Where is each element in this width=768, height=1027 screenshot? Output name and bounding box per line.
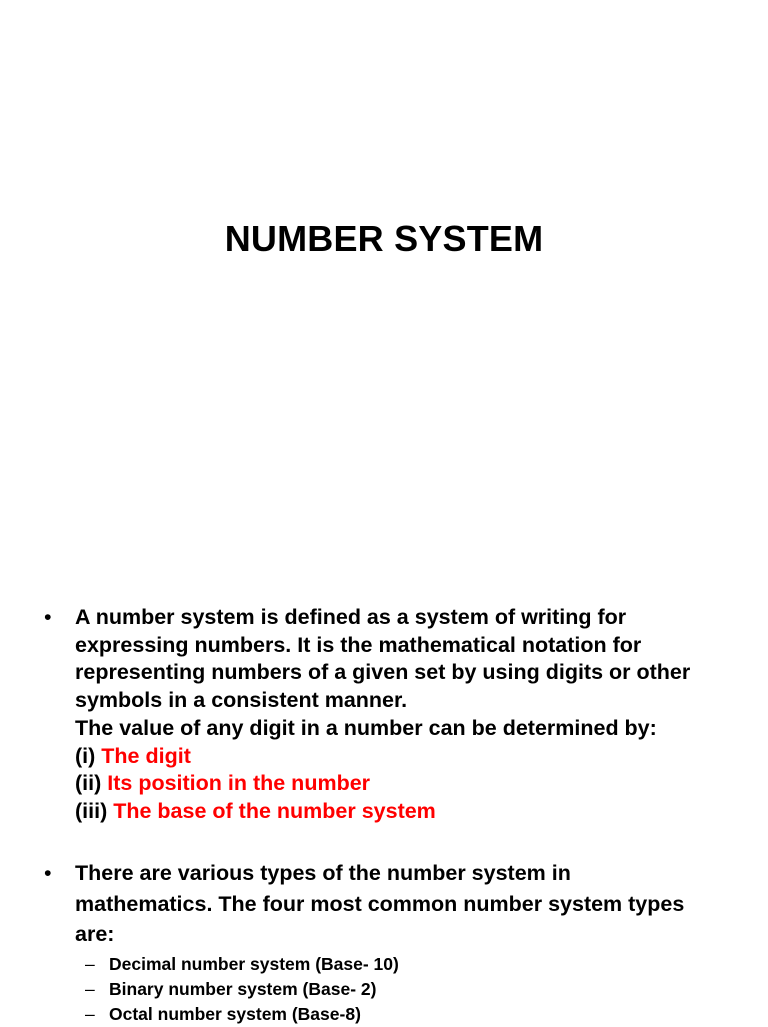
- slide-title: NUMBER SYSTEM: [0, 218, 768, 260]
- sub-item-text: Binary number system (Base- 2): [109, 979, 376, 999]
- determinant-label-1: (i): [75, 744, 101, 768]
- definition-line-4: symbols in a consistent manner.: [75, 687, 740, 715]
- dash-marker: –: [85, 952, 95, 977]
- types-line-1: There are various types of the number system in: [75, 858, 740, 889]
- determinant-text-1: The digit: [101, 744, 191, 768]
- determinant-item-1: [75, 743, 740, 771]
- determinant-text-2: Its position in the number: [107, 771, 370, 795]
- definition-line-5: The value of any digit in a number can be determined by:: [75, 715, 740, 743]
- types-line-2: mathematics. The four most common number system types: [75, 889, 740, 920]
- determinant-label-3: (iii): [75, 799, 113, 823]
- bullet-marker: •: [44, 604, 52, 632]
- dash-marker: –: [85, 1002, 95, 1027]
- determinant-text-3: The base of the number system: [113, 799, 436, 823]
- definition-line-3: representing numbers of a given set by using digits or other: [75, 659, 740, 687]
- sub-item-text: Octal number system (Base-8): [109, 1004, 361, 1024]
- dash-marker: –: [85, 977, 95, 1002]
- determinant-label-2: (ii): [75, 771, 107, 795]
- bullet-row: [40, 604, 740, 826]
- types-sub-list: [40, 952, 740, 1027]
- sub-list-item: [40, 977, 740, 1002]
- definition-line-2: expressing numbers. It is the mathematical notation for: [75, 632, 740, 660]
- sub-list-item: [40, 1002, 740, 1027]
- bullet-definition: [40, 604, 740, 826]
- bullet-types: [40, 858, 740, 1027]
- types-line-3: are:: [75, 919, 740, 950]
- determinant-item-2: [75, 770, 740, 798]
- bullet-marker: •: [44, 858, 52, 889]
- sub-list-item: [40, 952, 740, 977]
- definition-line-1: A number system is defined as a system of writing for: [75, 604, 740, 632]
- bullet-row: [40, 858, 740, 950]
- sub-item-text: Decimal number system (Base- 10): [109, 954, 399, 974]
- determinant-item-3: [75, 798, 740, 826]
